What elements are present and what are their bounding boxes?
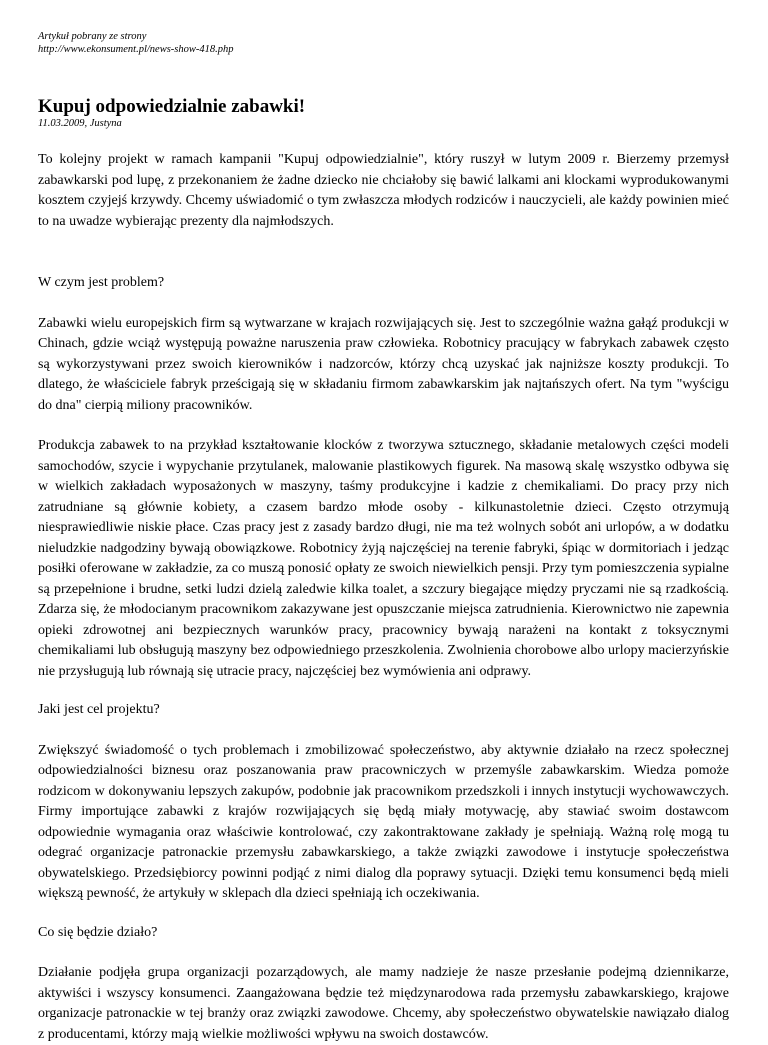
paragraph-goal: Zwiększyć świadomość o tych problemach i zmobilizować społeczeństwo, aby aktywnie działało na rzecz społecznej odpowiedzialności biznesu oraz poszanowania praw pracowniczych w przemyśle zabawkarskim. Wiedza pomoże rodzicom w dokonywaniu lepszych zakupów, podobnie jak pracownikom przedszkoli i innych instytucji wychowawczych. Firmy importujące zabawki z krajów rozwijających się będą miały motywację, aby stawiać swoim dostawcom odpowiednie wymagania oraz właściwie kontrolować, czy zakontraktowane zakłady je spełniają. Ważną rolę mogą tu odegrać organizacje patronackie przemysłu zabawkarskiego, a także związki zawodowe i instytucje społeczeństwa obywatelskiego. Przedsiębiorcy powinni podjąć z nimi dialog dla poprawy sytuacji. Dzięki temu konsumenci będą mieli większą pewność, że artykuły w sklepach dla dzieci spełniają ich oczekiwania. — [38, 742, 729, 901]
intro-paragraph: To kolejny projekt w ramach kampanii "Kupuj odpowiedzialnie", który ruszył w lutym 2009 r. Bierzemy przemysł zabawkarski pod lupę, z przekonaniem że żadne dziecko nie chciałoby się bawić lalkami ani klockami wyprodukowanymi kosztem czyjejś krzywdy. Chcemy uświadomić o tym zwłaszcza młodych rodziców i nauczycieli, ale każdy powinien mieć to na uwadze wybierając prezenty dla najmłodszych. — [38, 152, 729, 229]
paragraph-plan: Działanie podjęła grupa organizacji pozarządowych, ale mamy nadzieje że nasze przesłanie podejmą dziennikarze, aktywiści i wszyscy konsumenci. Zaangażowana będzie też międzynarodowa rada przemysłu zabawkarskiego, krajowe organizacje patronackie w tej branży oraz związki zawodowe. Chcemy, aby społeczeństwo obywatelskie nawiązało dialog z producentami, którzy mają wielkie możliwości wpływu na swoich dostawców. — [38, 965, 729, 1042]
paragraph-problem-2: Produkcja zabawek to na przykład kształtowanie klocków z tworzywa sztucznego, składanie metalowych części modeli samochodów, szycie i wypychanie przytulanek, malowanie plastikowych figurek. Na masową skalę wszystko odbywa się w wielkich zakładach wyposażonych w maszyny, taśmy produkcyjne i kadzie z chemikaliami. Do pracy przy nich zatrudniane są głównie kobiety, a czasem bardzo młode osoby - kilkunastoletnie dzieci. Często otrzymują niesprawiedliwie niskie płace. Czas pracy jest z zasady bardzo długi, nie ma też wolnych sobót ani urlopów, a w dodatku nieludzkie nadgodziny bywają obowiązkowe. Robotnicy żyją najczęściej na terenie fabryki, śpiąc w dormitoriach i jedząc posiłki oferowane w zakładzie, za co muszą ponosić opłaty ze swoich niewielkich pensji. Przy tym pomieszczenia sypialne są przepełnione i brudne, setki ludzi dzielą zaledwie kilka toalet, a szczury biegające między pryczami nie są rzadkością. Zdarza się, że młodocianym pracownikom zakazywane jest opuszczanie miejsca zatrudnienia. Kierownictwo nie zapewnia opieki zdrowotnej ani bezpiecznych warunków pracy, pracownicy bywają narażeni na kontakt z toksycznymi chemikaliami lub obsługują maszyny bez odpowiedniego przeszkolenia. Zwolnienia chorobowe albo urlopy macierzyńskie nie przysługują lub równają się utracie pracy, najczęściej bez wymówienia ani odprawy. — [38, 438, 729, 679]
section-heading-plan: Co się będzie działo? — [38, 924, 158, 940]
section-heading-goal: Jaki jest cel projektu? — [38, 702, 160, 717]
source-label: Artykuł pobrany ze strony — [38, 31, 147, 42]
source-url: http://www.ekonsument.pl/news-show-418.php — [38, 44, 234, 55]
paragraph-problem-1: Zabawki wielu europejskich firm są wytwarzane w krajach rozwijających się. Jest to szczególnie ważna gałąź produkcji w Chinach, gdzie wciąż występują poważne naruszenia praw człowieka. Robotnicy pracujący w fabrykach zabawek często są wykorzystywani przez swoich kierowników i nadzorców, którzy chcą uzyskać jak najniższe koszty produkcji. To dlatego, że właściciele fabryk prześcigają się w składaniu firmom zabawkarskim jak najtańszych ofert. Na tym "wyścigu do dna" cierpią miliony pracowników. — [38, 315, 729, 413]
section-heading-problem: W czym jest problem? — [38, 275, 165, 290]
article-meta: 11.03.2009, Justyna — [38, 118, 122, 129]
document-page — [38, 30, 729, 1045]
article-title: Kupuj odpowiedzialnie zabawki! — [38, 96, 306, 117]
